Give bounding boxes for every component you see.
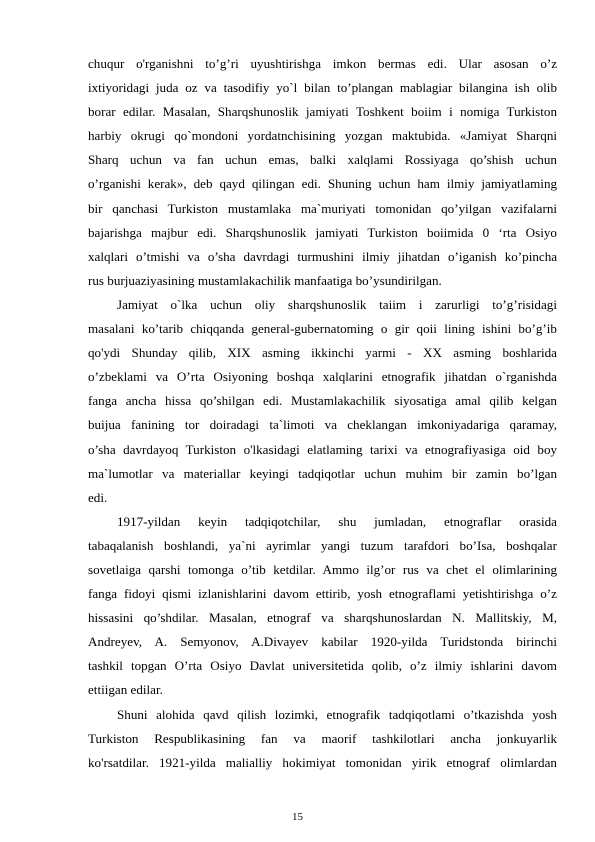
document-body xyxy=(88,52,557,775)
text-line: o’zbeklami va O’rta Osiyoning boshqa xalqlarini etnografik jihatdan o`rganishda xyxy=(88,369,557,385)
text-line: edi. xyxy=(88,489,108,505)
text-line: ma`lumotlar va materiallar keyingi tadqiqotlar uchun muhim bir zamin bo’lgan xyxy=(88,465,557,481)
text-line: Andreyev, A. Semyonov, A.Divayev kabilar 1920-yilda Turidstonda birinchi xyxy=(88,634,557,650)
text-line: ixtiyoridagi juda oz va tasodifiy yo`l bilan to’plangan mablagiar bilangina ish olib xyxy=(88,80,557,96)
page-number: 15 xyxy=(292,811,303,823)
text-line: masalani ko’tarib chiqqanda general-gubernatoming o gir qoii lining ishini bo’g’ib xyxy=(88,321,557,337)
text-line: ko'rsatdilar. 1921-yilda malialliy hokimiyat tomonidan yirik etnograf olimlardan xyxy=(88,754,557,770)
text-line: o’rganishi kerak», deb qayd qilingan edi. Shuning uchun ham ilmiy jamiyatlaming xyxy=(88,176,557,192)
text-line: xalqlari o’tmishi va o’sha davrdagi turmushini ilmiy jihatdan o’iganish ko’pincha xyxy=(88,248,557,264)
text-line: borar edilar. Masalan, Sharqshunoslik jamiyati Toshkent boiim i nomiga Turkiston xyxy=(88,104,557,120)
text-line: ettiigan edilar. xyxy=(88,682,163,698)
text-line: tashkil topgan O’rta Osiyo Davlat universitetida qolib, o’z ilmiy ishlarini davom xyxy=(88,658,557,674)
text-line: o’sha davrdayoq Turkiston o'lkasidagi elatlaming tarixi va etnografiyasiga oid boy xyxy=(88,441,557,457)
text-line: Jamiyat o`lka uchun oliy sharqshunoslik taiim i zarurligi to’g’risidagi xyxy=(117,296,557,312)
text-line: hissasini qo’shdilar. Masalan, etnograf va sharqshunoslardan N. Mallitskiy, M, xyxy=(88,610,557,626)
text-line: sovetlaiga qarshi tomonga o’tib ketdilar. Ammo ilg’or rus va chet el olimlarining xyxy=(88,561,557,577)
text-line: Turkiston Respublikasining fan va maorif tashkilotlari ancha jonkuyarlik xyxy=(88,730,557,746)
paragraph-3 xyxy=(88,510,557,703)
paragraph-1 xyxy=(88,52,557,293)
text-line: 1917-yildan keyin tadqiqotchilar, shu jumladan, etnograflar orasida xyxy=(117,513,557,529)
text-line: tabaqalanish boshlandi, ya`ni ayrimlar yangi tuzum tarafdori bo’Isa, boshqalar xyxy=(88,537,557,553)
text-line: chuqur o'rganishni to’g’ri uyushtirishga imkon bermas edi. Ular asosan o’z xyxy=(88,56,557,71)
text-line: harbiy okrugi qo`mondoni yordatnchisining yozgan maktubida. «Jamiyat Sharqni xyxy=(88,128,557,144)
text-line: Shuni alohida qavd qilish lozimki, etnografik tadqiqotlami o’tkazishda yosh xyxy=(117,706,557,722)
text-line: buijua fanining tor doiradagi ta`limoti va cheklangan imkoniyadariga qaramay, xyxy=(88,417,557,433)
text-line: Sharq uchun va fan uchun emas, balki xalqlami Rossiyaga qo’shish uchun xyxy=(88,152,557,168)
paragraph-4 xyxy=(88,703,557,775)
text-line: bir qanchasi Turkiston mustamlaka ma`muriyati tomonidan qo’yilgan vazifalarni xyxy=(88,200,557,216)
text-line: rus burjuaziyasining mustamlakachilik manfaatiga bo’ysundirilgan. xyxy=(88,272,442,288)
text-line: fanga ancha hissa qo’shilgan edi. Mustamlakachilik siyosatiga amal qilib kelgan xyxy=(88,393,557,409)
text-line: bajarishga majbur edi. Sharqshunoslik jamiyati Turkiston boiimida 0 ‘rta Osiyo xyxy=(88,224,557,240)
text-line: fanga fidoyi qismi izlanishlarini davom ettirib, yosh etnograflami yetishtirishga o’z xyxy=(88,586,557,602)
paragraph-2 xyxy=(88,293,557,510)
text-line: qo'ydi Shunday qilib, XIX asming ikkinchi yarmi - XX asming boshlarida xyxy=(88,345,557,361)
